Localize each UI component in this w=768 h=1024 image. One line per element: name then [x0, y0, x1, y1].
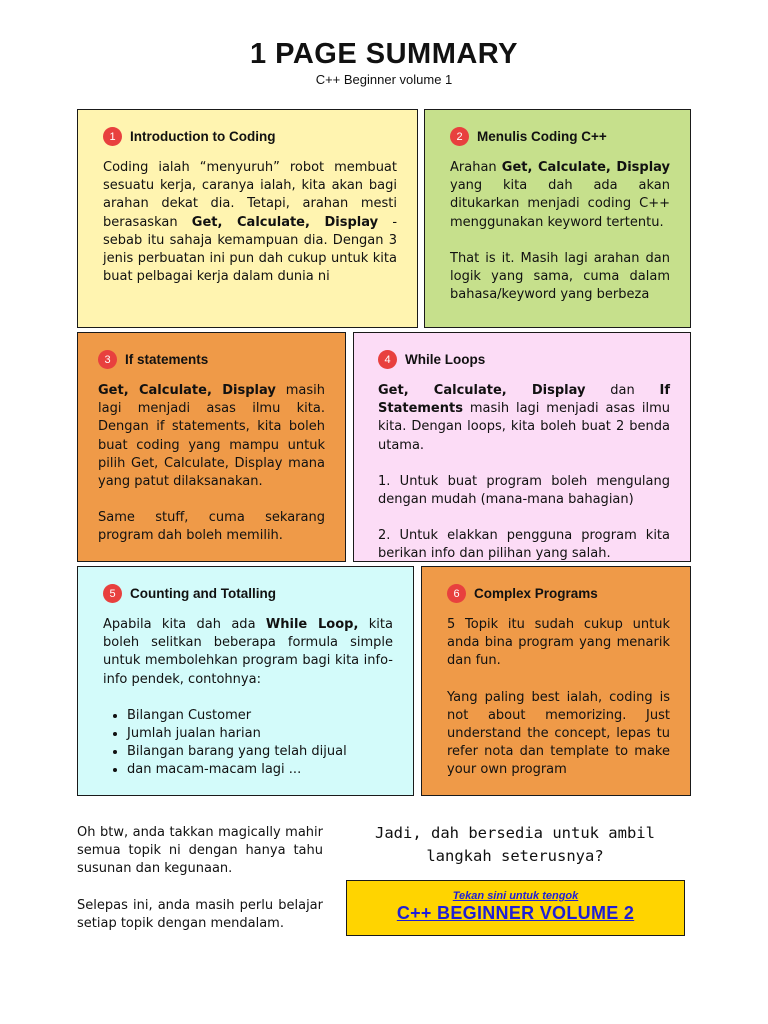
paragraph: 1. Untuk buat program boleh mengulang dengan mudah (mana-mana bahagian): [378, 473, 670, 508]
section-title: Counting and Totalling: [130, 586, 276, 601]
paragraph: [378, 382, 670, 455]
paragraph: [450, 159, 670, 232]
section-introduction-to-coding: [77, 109, 418, 328]
text: kita boleh selitkan beberapa formula simple untuk membolehkan program bagi kita info-info pendek, contohnya:: [103, 617, 393, 687]
text: - sebab itu sahaja kemampuan dia. Dengan 3 jenis perbuatan ini pun dah cukup untuk kita buat pelbagai kerja dalam dunia ni: [103, 214, 398, 285]
volume-2-link-button[interactable]: [346, 880, 685, 936]
section-title: Menulis Coding C++: [477, 129, 607, 144]
section-body: [450, 159, 670, 304]
section-if-statements: [77, 332, 346, 562]
section-complex-programs: [421, 566, 691, 796]
cta-small-label: Tekan sini untuk tengok: [452, 890, 579, 902]
bullet-list: [103, 707, 393, 780]
section-number-badge: 4: [378, 350, 397, 369]
list-item: • dan macam-macam lagi ...: [127, 761, 393, 779]
text: Apabila kita dah ada: [103, 617, 266, 632]
section-menulis-coding: [424, 109, 691, 328]
text: masih lagi menjadi asas ilmu kita. Dengan loops, kita boleh buat 2 benda utama.: [378, 401, 670, 453]
bold-text: Get, Calculate, Display: [501, 160, 670, 175]
section-title: While Loops: [405, 352, 486, 367]
cta-line: langkah seterusnya?: [426, 847, 604, 865]
section-header: [98, 350, 325, 369]
text: dan: [585, 383, 660, 398]
section-number-badge: 1: [103, 127, 122, 146]
bold-text: Get, Calculate, Display: [191, 214, 379, 230]
section-number-badge: 3: [98, 350, 117, 369]
section-title: Complex Programs: [474, 586, 598, 601]
section-number-badge: 5: [103, 584, 122, 603]
text: Coding ialah “menyuruh” robot membuat sesuatu kerja, caranya ialah, kita akan bagi arahan dekat dia. Tetapi, arahan mesti berasaskan: [103, 160, 397, 230]
section-number-badge: 2: [450, 127, 469, 146]
section-body: [103, 159, 397, 286]
section-body: [447, 616, 670, 780]
list-item: • Jumlah jualan harian: [127, 725, 393, 743]
bold-text: Get, Calculate, Display: [378, 383, 586, 398]
bold-text: If Statements: [378, 383, 670, 417]
cta-line: Jadi, dah bersedia untuk ambil: [375, 824, 655, 842]
paragraph: Same stuff, cuma sekarang program dah boleh memilih.: [98, 510, 325, 544]
text: yang kita dah ada akan ditukarkan menjadi coding C++ menggunakan keyword tertentu.: [450, 178, 670, 230]
section-counting-and-totalling: [77, 566, 414, 796]
section-body: [378, 382, 670, 564]
section-while-loops: [353, 332, 691, 562]
bold-text: Get, Calculate, Display: [98, 383, 276, 398]
section-body: [98, 382, 325, 546]
section-header: [447, 584, 670, 603]
paragraph: Selepas ini, anda masih perlu belajar setiap topik dengan mendalam.: [77, 897, 323, 931]
section-number-badge: 6: [447, 584, 466, 603]
text: masih lagi menjadi asas ilmu kita. Dengan if statements, kita boleh buat coding yang mampu untuk pilih Get, Calculate, Display mana yang patut dilaksanakan.: [98, 383, 325, 490]
paragraph: Yang paling best ialah, coding is not about memorizing. Just understand the concept, lepas tu refer nota dan template to make your own program: [447, 689, 670, 778]
section-body: [103, 616, 393, 780]
text: Arahan: [450, 160, 502, 175]
bold-text: While Loop,: [265, 617, 359, 632]
section-header: [103, 584, 393, 603]
paragraph: [98, 382, 325, 491]
paragraph: 5 Topik itu sudah cukup untuk anda bina program yang menarik dan fun.: [447, 617, 670, 669]
section-header: [378, 350, 670, 369]
cta-big-label: C++ BEGINNER VOLUME 2: [396, 903, 635, 923]
page-title: 1 PAGE SUMMARY: [249, 38, 519, 70]
section-header: [450, 127, 670, 146]
section-title: Introduction to Coding: [130, 129, 276, 144]
section-title: If statements: [125, 352, 209, 367]
paragraph: [103, 616, 393, 689]
cta-question: [345, 822, 685, 868]
footer-note: [77, 824, 323, 933]
section-header: [103, 127, 397, 146]
paragraph: 2. Untuk elakkan pengguna program kita berikan info dan pilihan yang salah.: [378, 528, 670, 562]
list-item: • Bilangan barang yang telah dijual: [127, 743, 393, 761]
paragraph: Oh btw, anda takkan magically mahir semua topik ni dengan hanya tahu susunan dan kegunaan.: [77, 825, 323, 877]
list-item: • Bilangan Customer: [127, 707, 393, 725]
paragraph: That is it. Masih lagi arahan dan logik yang sama, cuma dalam bahasa/keyword yang berbeza: [450, 250, 670, 303]
paragraph: [103, 159, 397, 286]
page-subtitle: C++ Beginner volume 1: [315, 72, 453, 87]
